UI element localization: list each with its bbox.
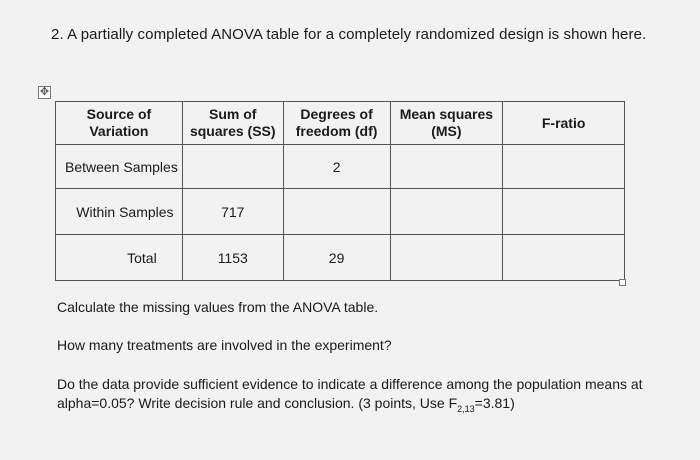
table-row — [56, 189, 625, 235]
header-ss: Sum of squares (SS) — [182, 102, 283, 145]
header-ms: Mean squares (MS) — [390, 102, 503, 145]
instruction-calculate: Calculate the missing values from the ANOVA table. — [57, 299, 379, 315]
table-row — [56, 145, 625, 189]
cell-f[interactable] — [503, 235, 625, 281]
cell-ss[interactable]: 1153 — [182, 235, 283, 281]
cell-f[interactable] — [503, 189, 625, 235]
cell-f[interactable] — [503, 145, 625, 189]
table-resize-handle[interactable] — [619, 279, 626, 286]
header-df: Degrees of freedom (df) — [283, 102, 390, 145]
table-row — [56, 235, 625, 281]
cell-source: Within Samples — [56, 189, 183, 235]
cell-ms[interactable] — [390, 189, 503, 235]
header-source: Source of Variation — [56, 102, 183, 145]
cell-df[interactable]: 29 — [283, 235, 390, 281]
cell-df[interactable]: 2 — [283, 145, 390, 189]
question-text: 2. A partially completed ANOVA table for a completely randomized design is shown here. — [51, 26, 647, 43]
cell-source: Total — [56, 235, 183, 281]
cell-ss[interactable] — [182, 145, 283, 189]
instruction-evidence: Do the data provide sufficient evidence to indicate a difference among the population means at alpha=0.05? Write decision rule and conclusion. (3 points, Use $F_{2,13}=3.81$) — [57, 376, 643, 414]
header-row — [56, 102, 625, 145]
cell-source: Between Samples — [56, 145, 183, 189]
anova-table — [55, 101, 625, 281]
header-f-ratio: F-ratio — [503, 102, 625, 145]
instruction-treatments: How many treatments are involved in the experiment? — [57, 337, 392, 353]
cell-ms[interactable] — [390, 145, 503, 189]
table-move-handle-icon[interactable]: ✥ — [39, 86, 50, 98]
cell-df[interactable] — [283, 189, 390, 235]
cell-ss[interactable]: 717 — [182, 189, 283, 235]
cell-ms[interactable] — [390, 235, 503, 281]
